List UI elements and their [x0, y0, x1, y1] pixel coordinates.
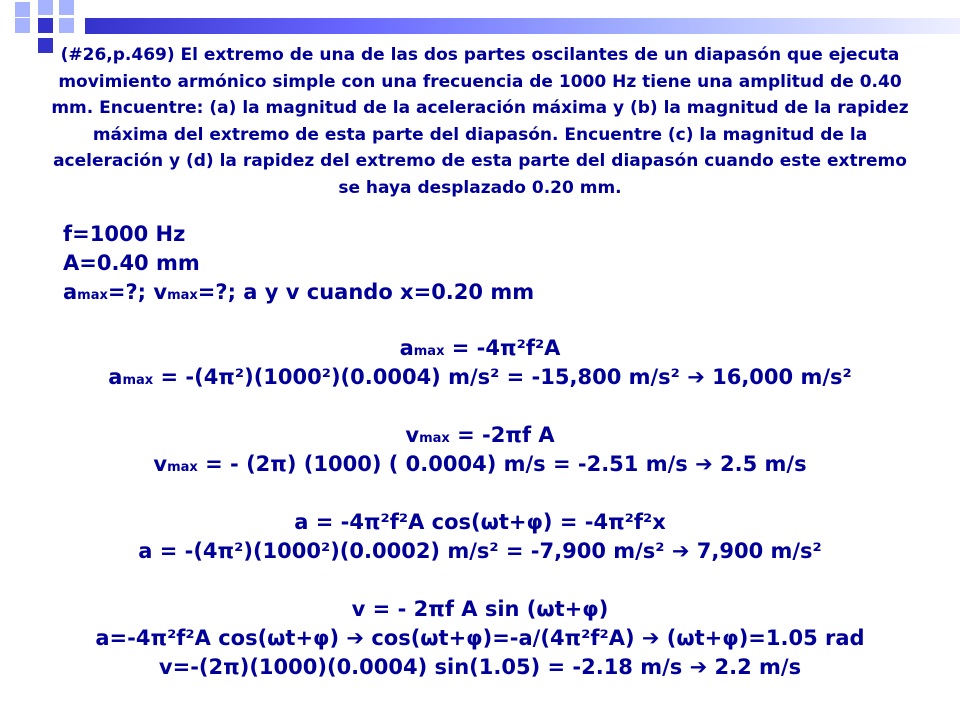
given-unknowns [63, 278, 534, 310]
decor-square [59, 0, 74, 15]
vmax-calc: = - (2π) (1000) ( 0.0004) m/s = -2.51 m/s [197, 452, 688, 476]
eq-vmax-calc [0, 450, 960, 479]
vmax-symbol: v [153, 452, 168, 476]
header-gradient-bar [85, 18, 960, 34]
v-result: 2.2 m/s [714, 655, 802, 679]
spacer [0, 392, 960, 421]
right-arrow-icon: ➔ [346, 626, 364, 650]
v-formula: v = - 2πf A sin (ωt+φ) [351, 597, 609, 621]
eq-amax-formula [0, 334, 960, 363]
given-amplitude: A=0.40 mm [63, 251, 200, 275]
given-frequency: f=1000 Hz [63, 222, 186, 246]
solution-equations [0, 334, 960, 682]
decor-square [59, 18, 74, 33]
max-subscript: max [419, 431, 450, 446]
phase-part1: a=-4π²f²A cos(ωt+φ) [95, 626, 340, 650]
decor-square [38, 0, 53, 15]
a-formula: a = -4π²f²A cos(ωt+φ) = -4π²f²x [294, 510, 666, 534]
eq-a-formula [0, 508, 960, 537]
unknown-v-subscript: max [167, 288, 198, 303]
phase-part3: (ωt+φ)=1.05 rad [666, 626, 865, 650]
given-values [63, 220, 534, 310]
amax-calc: = -(4π²)(1000²)(0.0004) m/s² = -15,800 m/s² [153, 365, 680, 389]
eq-amax-calc [0, 363, 960, 392]
vmax-symbol: v [405, 423, 420, 447]
problem-statement: (#26,p.469) El extremo de una de las dos partes oscilantes de un diapasón que ejecuta movimiento armónico simple con una frecuencia de 1000 Hz tiene una amplitud de 0.40 mm. Encuentre: (a) la magnitud de la aceleración máxima y (b) la magnitud de la rapidez máxima del extremo de esta parte del diapasón. Encuentre (c) la magnitud de la aceleración y (d) la rapidez del extremo de esta parte del diapasón cuando este extremo se haya desplazado 0.20 mm. [51, 45, 909, 198]
eq-v-calc [0, 653, 960, 682]
right-arrow-icon: ➔ [695, 452, 713, 476]
amax-symbol: a [399, 336, 414, 360]
eq-v-formula [0, 595, 960, 624]
a-calc: a = -(4π²)(1000²)(0.0002) m/s² = -7,900 m/s² [138, 539, 665, 563]
decor-square [15, 2, 30, 17]
right-arrow-icon: ➔ [687, 365, 705, 389]
amax-result: 16,000 m/s² [712, 365, 852, 389]
eq-vmax-formula [0, 421, 960, 450]
a-result: 7,900 m/s² [696, 539, 822, 563]
vmax-result: 2.5 m/s [720, 452, 807, 476]
vmax-formula: = -2πf A [449, 423, 555, 447]
right-arrow-icon: ➔ [641, 626, 660, 650]
max-subscript: max [413, 344, 445, 359]
decor-square [15, 18, 30, 33]
decor-square [38, 18, 53, 33]
spacer [0, 566, 960, 595]
unknown-mid: =?; v [107, 280, 168, 304]
right-arrow-icon: ➔ [689, 655, 708, 679]
eq-phase [0, 624, 960, 653]
max-subscript: max [167, 460, 198, 475]
unknown-a-symbol: a [63, 280, 78, 304]
unknown-end: =?; a y v cuando x=0.20 mm [197, 280, 535, 304]
unknown-a-subscript: max [77, 288, 108, 303]
amax-symbol: a [108, 365, 123, 389]
spacer [0, 479, 960, 508]
v-calc: v=-(2π)(1000)(0.0004) sin(1.05) = -2.18 m/s [158, 655, 683, 679]
amax-formula: = -4π²f²A [444, 336, 561, 360]
right-arrow-icon: ➔ [671, 539, 690, 563]
max-subscript: max [122, 373, 154, 388]
phase-part2: cos(ωt+φ)=-a/(4π²f²A) [371, 626, 635, 650]
eq-a-calc [0, 537, 960, 566]
